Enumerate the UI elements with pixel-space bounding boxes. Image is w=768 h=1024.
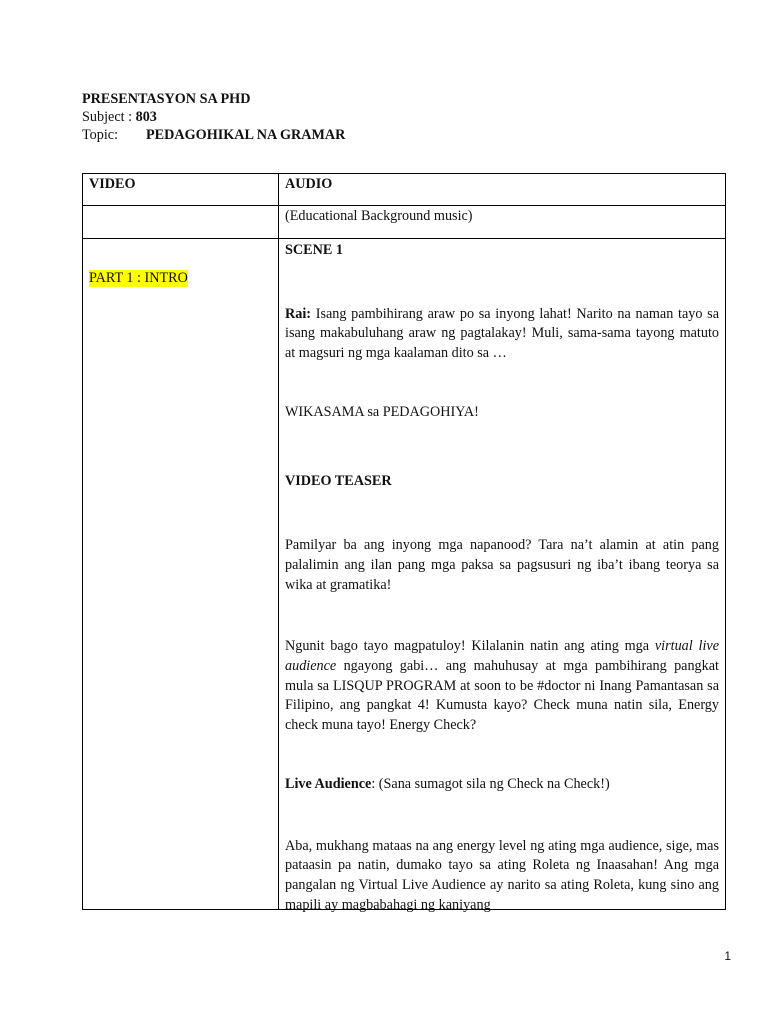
script-table <box>82 173 726 913</box>
wikasama-line: WIKASAMA sa PEDAGOHIYA! <box>285 403 479 420</box>
video-cell-empty <box>83 206 279 239</box>
part-intro-label: PART 1 : INTRO <box>89 270 188 286</box>
subject-label: Subject : <box>82 109 133 125</box>
live-audience-label: Live Audience <box>285 775 372 792</box>
page-number: 1 <box>724 949 731 963</box>
subject-value: 803 <box>135 109 157 125</box>
teaser-paragraph: Pamilyar ba ang inyong mga napanood? Tara na’t alamin at atin pang palalimin ang ilan pang mga paksa sa pagsusuri ng iba’t ibang teorya sa wika at gramatika! <box>285 537 719 593</box>
intro-text-b: ngayong gabi… ang mahuhusay at mga pambihirang pangkat mula sa LISQUP PROGRAM at soon to be #doctor ni Inang Pamantasan sa Filipino, ang pangkat 4! Kumusta kayo? Check muna natin sila, Energy check muna tayo! Energy Check? <box>285 658 719 734</box>
topic-line <box>82 126 345 144</box>
intro-italic: virtual live audience <box>285 638 719 675</box>
subject-line <box>82 108 345 126</box>
audio-content <box>285 241 719 913</box>
document-title: PRESENTASYON SA PHD <box>82 91 251 107</box>
scene-heading: SCENE 1 <box>285 242 343 258</box>
video-cell-intro <box>83 239 279 910</box>
intro-text-a: Ngunit bago tayo magpatuloy! Kilalanin natin ang ating mga <box>285 638 655 655</box>
audio-column-header: AUDIO <box>279 174 726 206</box>
live-audience-text: : (Sana sumagot sila ng Check na Check!) <box>371 775 610 792</box>
scene-row <box>83 239 726 910</box>
audio-cell-scene <box>279 239 726 913</box>
music-row <box>83 206 726 239</box>
intro-paragraph <box>285 637 719 736</box>
video-teaser-heading: VIDEO TEASER <box>285 472 392 489</box>
roleta-paragraph: Aba, mukhang mataas na ang energy level ng ating mga audience, sige, mas pataasin pa natin, dumako tayo sa ating Roleta ng Inaasahan! Ang mga pangalan ng Virtual Live Audience ay narito sa ating Roleta, kung sino ang mapili ay magbabahagi ng kaniyang <box>285 837 719 913</box>
music-cell: (Educational Background music) <box>279 206 726 239</box>
table-header-row <box>83 174 726 206</box>
video-column-header: VIDEO <box>83 174 279 206</box>
rai-paragraph <box>285 305 719 364</box>
topic-value: PEDAGOHIKAL NA GRAMAR <box>146 127 346 143</box>
rai-text: Isang pambihirang araw po sa inyong lahat! Narito na naman tayo sa isang makabuluhang araw ng pagtalakay! Muli, sama-sama tayong matuto at magsuri ng mga kaalaman dito sa … <box>285 305 719 362</box>
topic-label: Topic: <box>82 127 119 143</box>
rai-speaker: Rai: <box>285 305 312 322</box>
document-header <box>82 90 345 144</box>
live-audience-line <box>285 775 719 795</box>
